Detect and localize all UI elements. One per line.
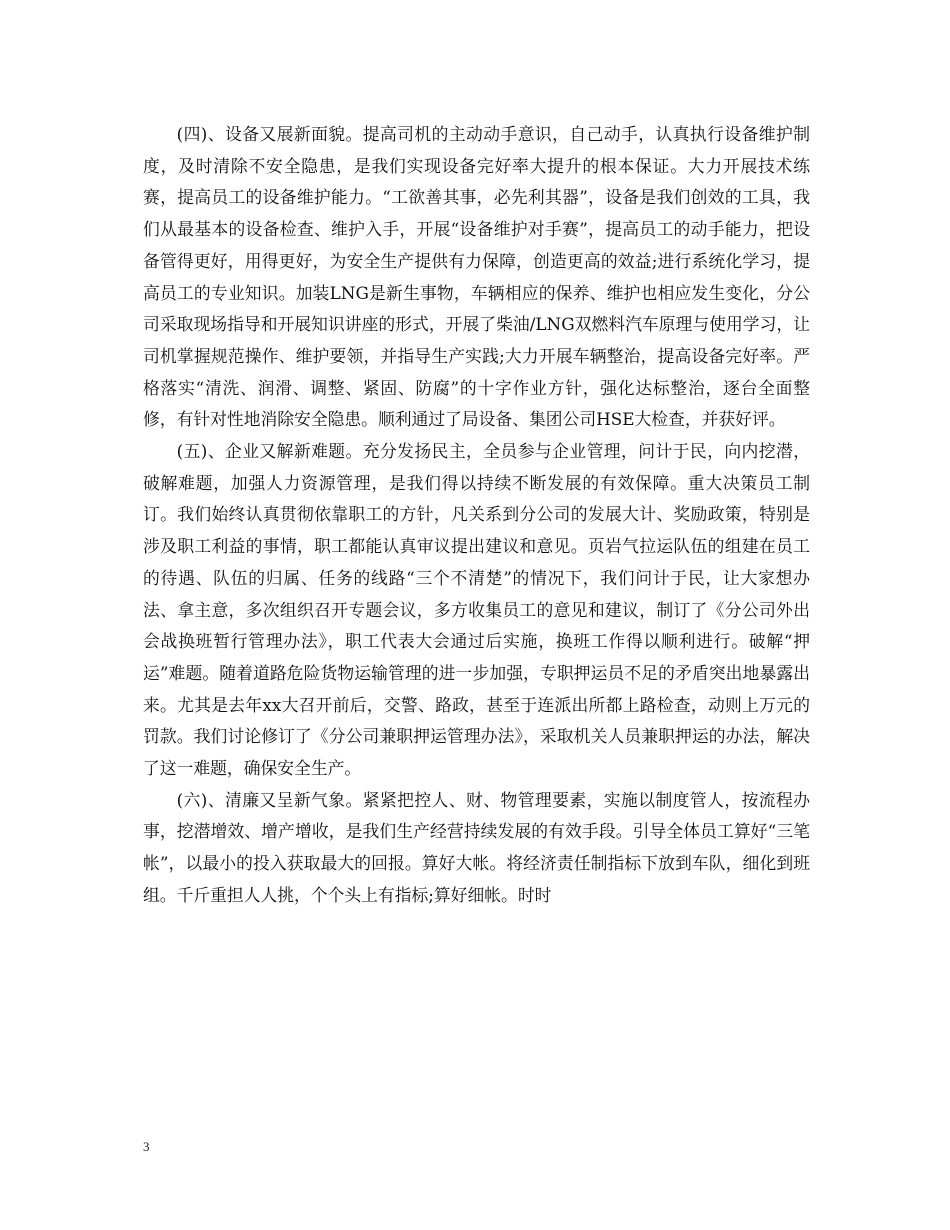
paragraph-equipment: (四)、设备又展新面貌。提高司机的主动动手意识，自己动手，认真执行设备维护制度，及时清除不安全隐患，是我们实现设备完好率大提升的根本保证。大力开展技术练赛，提高员工的设备维护能力。“工欲善其事，必先利其器”，设备是我们创效的工具，我们从最基本的设备检查、维护入手，开展“设备维护对手赛”，提高员工的动手能力，把设备管得更好，用得更好，为安全生产提供有力保障，创造更高的效益;进行系统化学习，提高员工的专业知识。加装LNG是新生事物，车辆相应的保养、维护也相应发生变化，分公司采取现场指导和开展知识讲座的形式，开展了柴油/LNG双燃料汽车原理与使用学习，让司机掌握规范操作、维护要领，并指导生产实践;大力开展车辆整治，提高设备完好率。严格落实“清洗、润滑、调整、紧固、防腐”的十字作业方针，强化达标整治，逐台全面整修，有针对性地消除安全隐患。顺利通过了局设备、集团公司HSE大检查，并获好评。 <box>143 124 810 430</box>
document-body <box>143 119 810 912</box>
page-number: 3 <box>143 1139 150 1154</box>
paragraph-integrity: (六)、清廉又呈新气象。紧紧把控人、财、物管理要素，实施以制度管人，按流程办事，挖潜增效、增产增收，是我们生产经营持续发展的有效手段。引导全体员工算好“三笔帐”，以最小的投入获取最大的回报。算好大帐。将经济责任制指标下放到车队，细化到班组。千斤重担人人挑，个个头上有指标;算好细帐。时时 <box>143 789 810 905</box>
paragraph-enterprise: (五)、企业又解新难题。充分发扬民主，全员参与企业管理，问计于民，向内挖潜，破解难题，加强人力资源管理，是我们得以持续不断发展的有效保障。重大决策员工制订。我们始终认真贯彻依靠职工的方针，凡关系到分公司的发展大计、奖励政策，特别是涉及职工利益的事情，职工都能认真审议提出建议和意见。页岩气拉运队伍的组建在员工的待遇、队伍的归属、任务的线路“三个不清楚”的情况下，我们问计于民，让大家想办法、拿主意，多次组织召开专题会议，多方收集员工的意见和建议，制订了《分公司外出会战换班暂行管理办法》，职工代表大会通过后实施，换班工作得以顺利进行。破解“押运”难题。随着道路危险货物运输管理的进一步加强，专职押运员不足的矛盾突出地暴露出来。尤其是去年xx大召开前后，交警、路政，甚至于连派出所都上路检查，动则上万元的罚款。我们讨论修订了《分公司兼职押运管理办法》，采取机关人员兼职押运的办法，解决了这一难题，确保安全生产。 <box>143 441 810 779</box>
